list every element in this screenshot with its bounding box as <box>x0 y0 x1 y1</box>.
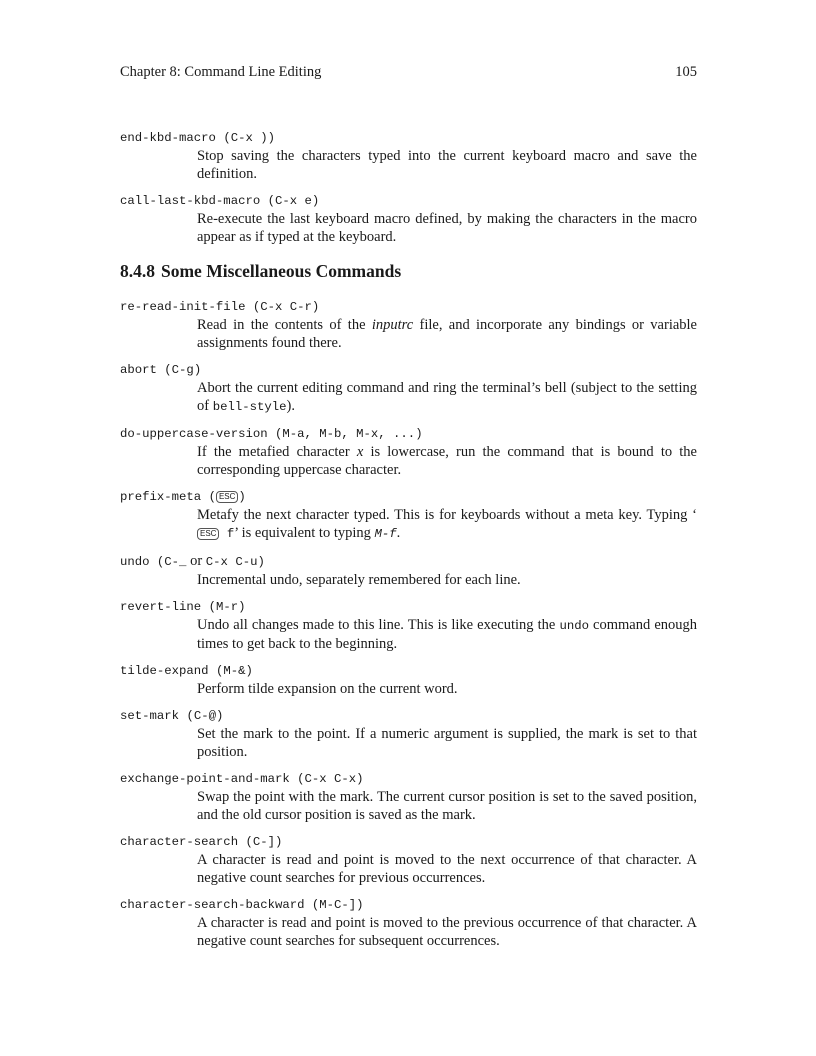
entry-term: undo (C-_ or C-x C-u) <box>120 553 265 569</box>
entry-description: Undo all changes made to this line. This is like executing the undo command enough times to get back to the beginning. <box>197 617 698 652</box>
section-heading <box>120 260 697 282</box>
command-name: re-read-init-file <box>120 300 246 314</box>
entry-description: A character is read and point is moved to the next occurrence of that character. A negative count searches for previous occurrences. <box>197 852 697 886</box>
undo-code: undo <box>559 619 589 633</box>
entry-do-uppercase-version <box>120 426 697 479</box>
entry-tilde-expand <box>120 663 697 698</box>
entry-end-kbd-macro <box>120 130 697 183</box>
command-name: set-mark <box>120 709 180 723</box>
entry-term <box>120 897 697 914</box>
chapter-title: Chapter 8: Command Line Editing <box>120 64 322 80</box>
entry-revert-line <box>120 599 697 653</box>
command-keys: (M-&) <box>215 664 253 678</box>
entry-term <box>120 834 697 851</box>
entry-description: Re-execute the last keyboard macro defined, by making the characters in the macro appear as if typed at the keyboard. <box>197 211 697 245</box>
entry-description: Metafy the next character typed. This is for keyboards without a meta key. Typing ‘ESC f’ is equivalent to typing M-f. <box>197 507 697 541</box>
command-name: revert-line <box>120 600 202 614</box>
entry-call-last-kbd-macro <box>120 193 697 246</box>
command-keys: (C-]) <box>245 835 283 849</box>
command-name: do-uppercase-version <box>120 427 268 441</box>
esc-key-icon: ESC <box>216 491 238 503</box>
command-keys: (C-x C-r) <box>252 300 320 314</box>
command-name: prefix-meta <box>120 490 202 504</box>
entry-description: Abort the current editing command and ring the terminal’s bell (subject to the setting of bell-style). <box>197 380 697 414</box>
entry-description: Swap the point with the mark. The current cursor position is set to the saved position, and the old cursor position is saved as the mark. <box>197 789 697 823</box>
command-name: abort <box>120 363 157 377</box>
entry-abort <box>120 362 697 416</box>
entry-term <box>120 299 697 316</box>
command-name: undo <box>120 555 150 569</box>
page-content <box>120 130 697 960</box>
command-keys: (M-r) <box>208 600 246 614</box>
entry-term <box>120 599 697 616</box>
entry-description: Perform tilde expansion on the current word. <box>197 681 458 697</box>
command-keys: (M-C-]) <box>311 898 364 912</box>
entry-term <box>120 193 697 210</box>
entry-description: If the metafied character x is lowercase, run the command that is bound to the corresponding uppercase character. <box>197 444 697 478</box>
entry-description: A character is read and point is moved to the previous occurrence of that character. A negative count searches for subsequent occurrences. <box>197 915 697 949</box>
command-name: character-search <box>120 835 239 849</box>
entry-term <box>120 708 697 725</box>
entry-set-mark <box>120 708 697 761</box>
command-keys: (C-g) <box>164 363 202 377</box>
entry-term <box>120 130 697 147</box>
section-title: Some Miscellaneous Commands <box>161 261 402 281</box>
entry-re-read-init-file <box>120 299 697 352</box>
entry-description: Incremental undo, separately remembered for each line. <box>197 572 521 588</box>
variable-x: x <box>356 444 364 460</box>
bell-style-code: bell-style <box>212 400 287 414</box>
inputrc-term: inputrc <box>371 317 414 333</box>
command-keys: (M-a, M-b, M-x, ...) <box>274 427 423 441</box>
command-keys: (C-x C-x) <box>297 772 364 786</box>
command-name: end-kbd-macro <box>120 131 216 145</box>
entry-description: Read in the contents of the inputrc file, and incorporate any bindings or variable assignments found there. <box>197 317 697 351</box>
command-name: character-search-backward <box>120 898 305 912</box>
entry-term <box>120 771 697 788</box>
esc-key-icon: ESC <box>197 528 219 540</box>
entry-exchange-point-and-mark <box>120 771 697 824</box>
entry-prefix-meta <box>120 489 697 543</box>
entry-term <box>120 426 697 443</box>
command-name: call-last-kbd-macro <box>120 194 261 208</box>
entry-description: Set the mark to the point. If a numeric argument is supplied, the mark is set to that position. <box>197 726 697 760</box>
entry-term: prefix-meta ( ESC ) <box>120 490 246 504</box>
m-f-code: M-f <box>374 527 397 541</box>
entry-character-search-backward <box>120 897 697 950</box>
entry-description: Stop saving the characters typed into the current keyboard macro and save the definition. <box>197 148 697 182</box>
page-number: 105 <box>675 64 697 80</box>
entry-character-search <box>120 834 697 887</box>
section-number: 8.4.8 <box>120 261 155 281</box>
command-name: exchange-point-and-mark <box>120 772 290 786</box>
entry-term <box>120 362 697 379</box>
entry-undo <box>120 553 697 589</box>
command-name: tilde-expand <box>120 664 209 678</box>
command-keys: (C-x e) <box>267 194 320 208</box>
entry-term <box>120 663 697 680</box>
command-keys: (C-x )) <box>223 131 275 145</box>
command-keys: (C-@) <box>186 709 224 723</box>
